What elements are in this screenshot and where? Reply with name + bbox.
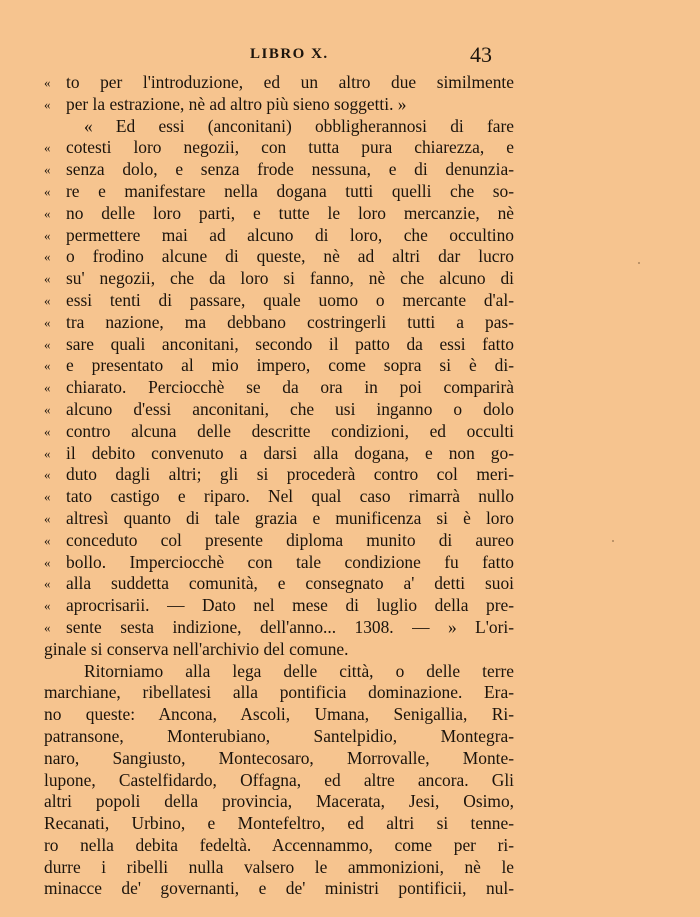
quote-mark: « [44,162,51,178]
quote-mark: « [44,314,51,330]
text-line [44,661,514,683]
text-line [44,225,514,247]
text-line [44,312,514,334]
line-text: o frodino alcune di queste, nè ad altri dar lucro [66,246,514,267]
text-line [44,334,514,356]
line-text: naro, Sangiusto, Montecosaro, Morrovalle, Monte- [44,747,514,768]
text-line [44,72,514,94]
quote-mark: « [44,423,51,439]
line-text: tra nazione, ma debbano costringerli tutti a pas- [66,311,514,332]
text-line [44,399,514,421]
quote-mark: « [44,467,51,483]
text-line [44,268,514,290]
text-line [44,813,514,835]
quote-mark: « [44,249,51,265]
quote-mark: « [44,358,51,374]
text-line [44,748,514,770]
quote-mark: « [44,380,51,396]
text-line [44,552,514,574]
paper-speck [638,262,640,264]
text-line [44,530,514,552]
text-line [44,726,514,748]
line-text: su' negozii, che da loro si fanno, nè che alcuno di [66,268,514,289]
text-line [44,137,514,159]
line-text: il debito convenuto a darsi alla dogana, e non go- [66,442,514,463]
line-text: cotesti loro negozii, con tutta pura chiarezza, e [66,137,514,158]
line-text: senza dolo, e senza frode nessuna, e di denunzia- [66,159,514,180]
line-text: « Ed essi (anconitani) obbligherannosi di fare [84,115,514,136]
text-line [44,290,514,312]
quote-mark: « [44,227,51,243]
text-line [44,203,514,225]
text-line [44,421,514,443]
line-text: patransone, Monterubiano, Santelpidio, Montegra- [44,725,514,746]
text-line [44,94,514,116]
text-line [44,617,514,639]
line-text: duto dagli altri; gli si procederà contro col meri- [66,464,514,485]
page-number: 43 [470,42,492,67]
text-line [44,770,514,792]
line-text: sare quali anconitani, secondo il patto da essi fatto [66,333,514,354]
quote-mark: « [44,489,51,505]
line-text: Recanati, Urbino, e Montefeltro, ed altri si tenne- [44,813,514,834]
line-text: e presentato al mio impero, come sopra si è di- [66,355,514,376]
line-text: alla suddetta comunità, e consegnato a' detti suoi [66,573,514,594]
quote-mark: « [44,532,51,548]
text-line [44,116,514,138]
quote-mark: « [44,554,51,570]
line-text: chiarato. Perciocchè se da ora in poi comparirà [66,377,514,398]
text-line [44,486,514,508]
text-line [44,682,514,704]
running-head [0,42,700,70]
line-text: minacce de' governanti, e de' ministri pontificii, nul- [44,878,514,899]
text-line [44,246,514,268]
text-line [44,835,514,857]
line-text: essi tenti di passare, quale uomo o mercante d'al- [66,289,514,310]
line-text: permettere mai ad alcuno di loro, che occultino [66,224,514,245]
line-text: marchiane, ribellatesi alla pontificia dominazione. Era- [44,682,514,703]
text-line [44,508,514,530]
text-line [44,857,514,879]
line-text: re e manifestare nella dogana tutti quelli che so- [66,180,514,201]
line-text: no delle loro parti, e tutte le loro mercanzie, nè [66,202,514,223]
line-text: altri popoli della provincia, Macerata, Jesi, Osimo, [44,791,514,812]
line-text: sente sesta indizione, dell'anno... 1308. — » L'ori- [66,616,514,637]
quote-mark: « [44,271,51,287]
quote-mark: « [44,292,51,308]
running-title: LIBRO X. [250,46,329,62]
text-line [44,159,514,181]
quote-mark: « [44,183,51,199]
text-line [44,791,514,813]
line-text: altresì quanto di tale grazia e munificenza si è loro [66,507,514,528]
quote-mark: « [44,576,51,592]
quote-mark: « [44,336,51,352]
paper-speck [612,540,614,542]
quote-mark: « [44,598,51,614]
line-text: contro alcuna delle descritte condizioni, ed occulti [66,420,514,441]
text-line [44,704,514,726]
line-text: no queste: Ancona, Ascoli, Umana, Senigallia, Ri- [44,704,514,725]
text-line [44,181,514,203]
line-text: durre i ribelli nulla valsero le ammonizioni, nè le [44,856,514,877]
line-text: bollo. Imperciocchè con tale condizione fu fatto [66,551,514,572]
line-text: tato castigo e riparo. Nel qual caso rimarrà nullo [66,486,514,507]
quote-mark: « [44,619,51,635]
line-text: to per l'introduzione, ed un altro due similmente [66,72,514,92]
text-line [44,573,514,595]
line-text: aprocrisarii. — Dato nel mese di luglio della pre- [66,595,514,616]
quote-mark: « [44,75,51,90]
line-text: ginale si conserva nell'archivio del comune. [44,638,349,659]
text-line [44,639,514,661]
quote-mark: « [44,96,51,112]
text-line [44,595,514,617]
quote-mark: « [44,140,51,156]
text-line [44,464,514,486]
quote-mark: « [44,510,51,526]
text-line [44,377,514,399]
line-text: conceduto col presente diploma munito di aureo [66,529,514,550]
line-text: per la estrazione, nè ad altro più sieno soggetti. » [66,93,407,114]
quote-mark: « [44,445,51,461]
line-text: ro nella debita fedeltà. Accennammo, come per ri- [44,834,514,855]
text-line [44,355,514,377]
line-text: alcuno d'essi anconitani, che usi inganno o dolo [66,398,514,419]
quote-mark: « [44,401,51,417]
text-line [44,878,514,900]
body-text [44,72,514,900]
text-line [44,443,514,465]
quote-mark: « [44,205,51,221]
line-text: Ritorniamo alla lega delle città, o delle terre [84,660,514,681]
line-text: lupone, Castelfidardo, Offagna, ed altre ancora. Gli [44,769,514,790]
